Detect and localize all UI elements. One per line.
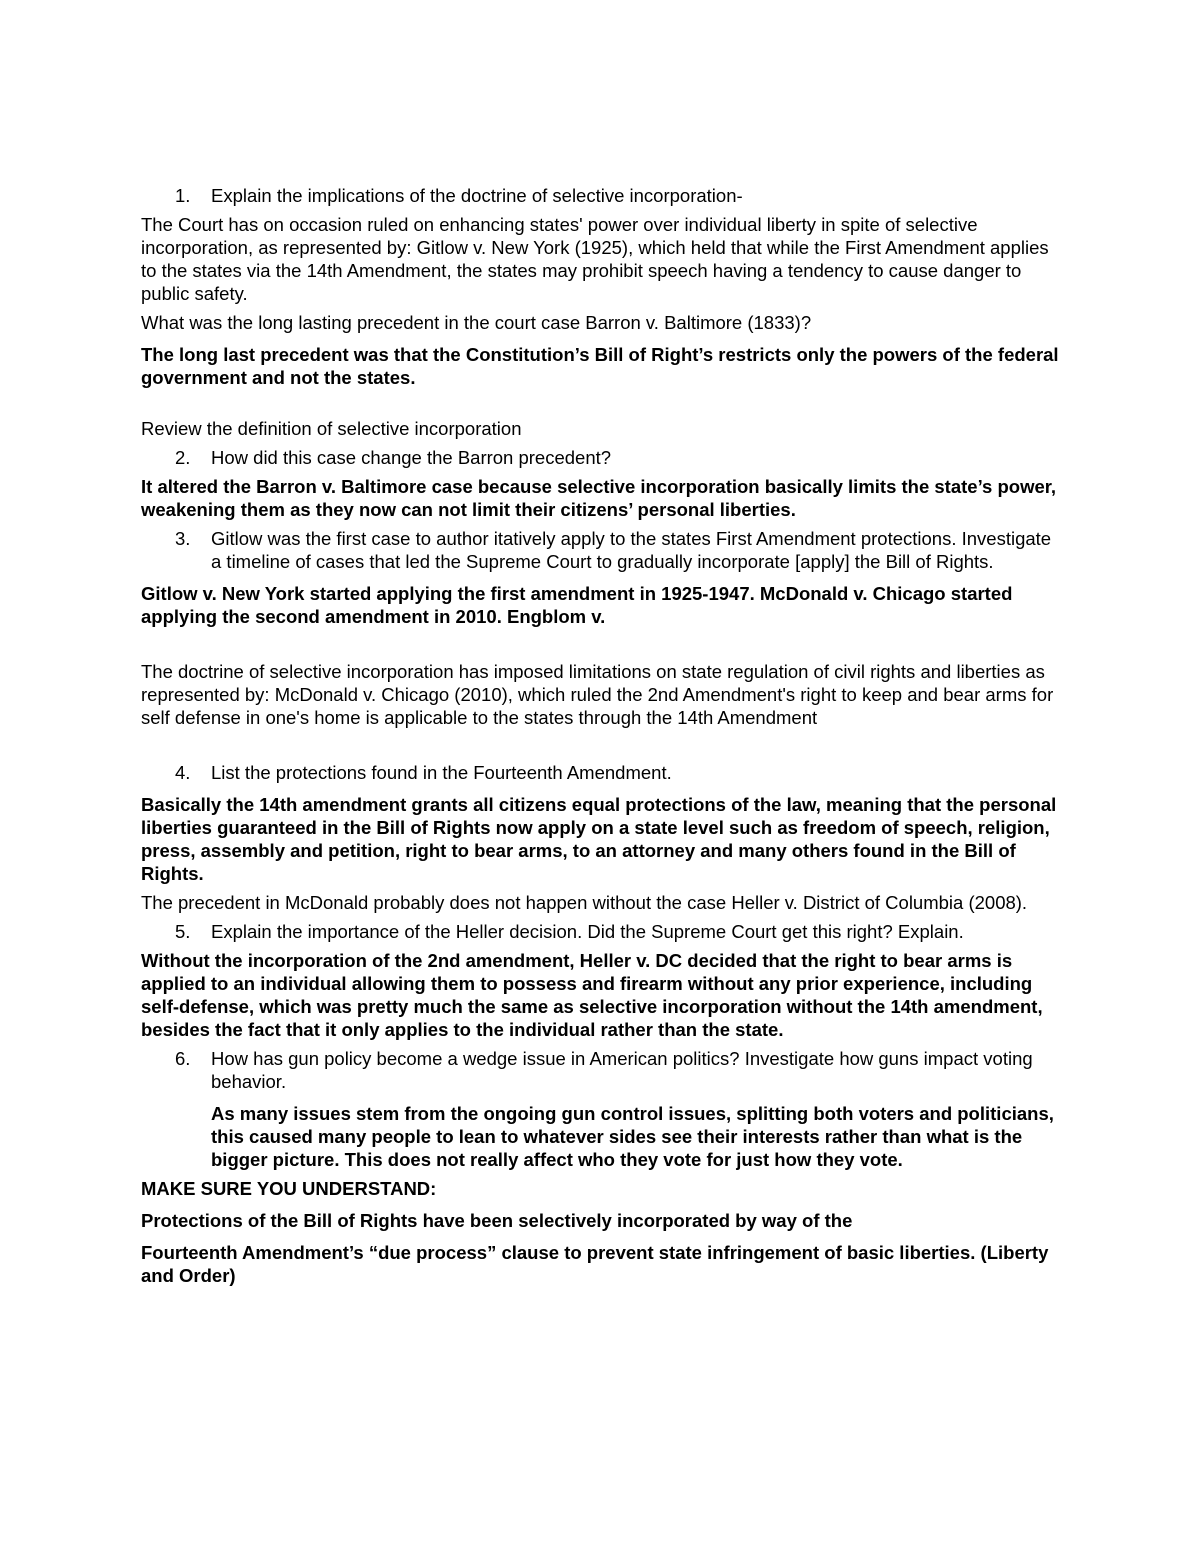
- question-6: [141, 1047, 1061, 1093]
- summary-line-1: Protections of the Bill of Rights have been selectively incorporated by way of the: [141, 1210, 853, 1231]
- paragraph-review: Review the definition of selective incorporation: [141, 418, 522, 439]
- answer-3: Gitlow v. New York started applying the first amendment in 1925-1947. McDonald v. Chicago started applying the second amendment in 2010. Engblom v.: [141, 583, 1013, 627]
- question-5-text: Explain the importance of the Heller decision. Did the Supreme Court get this right? Explain.: [211, 921, 964, 942]
- answer-6: As many issues stem from the ongoing gun control issues, splitting both voters and politicians, this caused many people to lean to whatever sides see their interests rather than what is the bigger picture. This does not really affect who they vote for just how they vote.: [211, 1103, 1054, 1170]
- question-1: [141, 184, 1061, 207]
- document-body: [141, 184, 1061, 1287]
- question-1-text: Explain the implications of the doctrine of selective incorporation-: [211, 185, 743, 206]
- summary-line-2: Fourteenth Amendment’s “due process” clause to prevent state infringement of basic liberties. (Liberty and Order): [141, 1242, 1049, 1286]
- answer-2: It altered the Barron v. Baltimore case because selective incorporation basically limits the state’s power, weakening them as they now can not limit their citizens’ personal liberties.: [141, 476, 1057, 520]
- question-1-number: 1.: [175, 185, 191, 206]
- question-4: [141, 761, 1061, 784]
- answer-5: Without the incorporation of the 2nd amendment, Heller v. DC decided that the right to bear arms is applied to an individual allowing them to possess and firearm without any prior experience, including self-defense, which was pretty much the same as selective incorporation without the 14th amendment, besides the fact that it only applies to the individual rather than the state.: [141, 950, 1043, 1040]
- question-2-number: 2.: [175, 447, 191, 468]
- paragraph-gitlow: The Court has on occasion ruled on enhancing states' power over individual liberty in spite of selective incorporation, as represented by: Gitlow v. New York (1925), which held that while the First Amendment applies to the states via the 14th Amendment, the states may prohibit speech having a tendency to cause danger to public safety.: [141, 214, 1049, 304]
- question-5-number: 5.: [175, 921, 191, 942]
- question-3: [141, 527, 1061, 573]
- question-4-number: 4.: [175, 762, 191, 783]
- question-6-number: 6.: [175, 1048, 191, 1069]
- section-heading: MAKE SURE YOU UNDERSTAND:: [141, 1178, 437, 1199]
- paragraph-mcdonald: The doctrine of selective incorporation has imposed limitations on state regulation of civil rights and liberties as represented by: McDonald v. Chicago (2010), which ruled the 2nd Amendment's right to keep and bear arms for self defense in one's home is applicable to the states through the 14th Amendment: [141, 661, 1054, 728]
- answer-4: Basically the 14th amendment grants all citizens equal protections of the law, meaning that the personal liberties guaranteed in the Bill of Rights now apply on a state level such as freedom of speech, religion, press, assembly and petition, right to bear arms, to an attorney and many others found in the Bill of Rights.: [141, 794, 1057, 884]
- answer-1: The long last precedent was that the Constitution’s Bill of Right’s restricts only the powers of the federal government and not the states.: [141, 344, 1059, 388]
- question-3-text: Gitlow was the first case to author itatively apply to the states First Amendment protections. Investigate a timeline of cases that led the Supreme Court to gradually incorporate [apply] the Bill of Rights.: [211, 528, 1052, 572]
- question-2-text: How did this case change the Barron precedent?: [211, 447, 612, 468]
- question-5: [141, 920, 1061, 943]
- paragraph-heller-precedent: The precedent in McDonald probably does not happen without the case Heller v. District of Columbia (2008).: [141, 892, 1028, 913]
- question-4-text: List the protections found in the Fourteenth Amendment.: [211, 762, 672, 783]
- paragraph-barron-question: What was the long lasting precedent in the court case Barron v. Baltimore (1833)?: [141, 312, 812, 333]
- question-6-text: How has gun policy become a wedge issue in American politics? Investigate how guns impact voting behavior.: [211, 1048, 1033, 1092]
- question-3-number: 3.: [175, 528, 191, 549]
- question-2: [141, 446, 1061, 469]
